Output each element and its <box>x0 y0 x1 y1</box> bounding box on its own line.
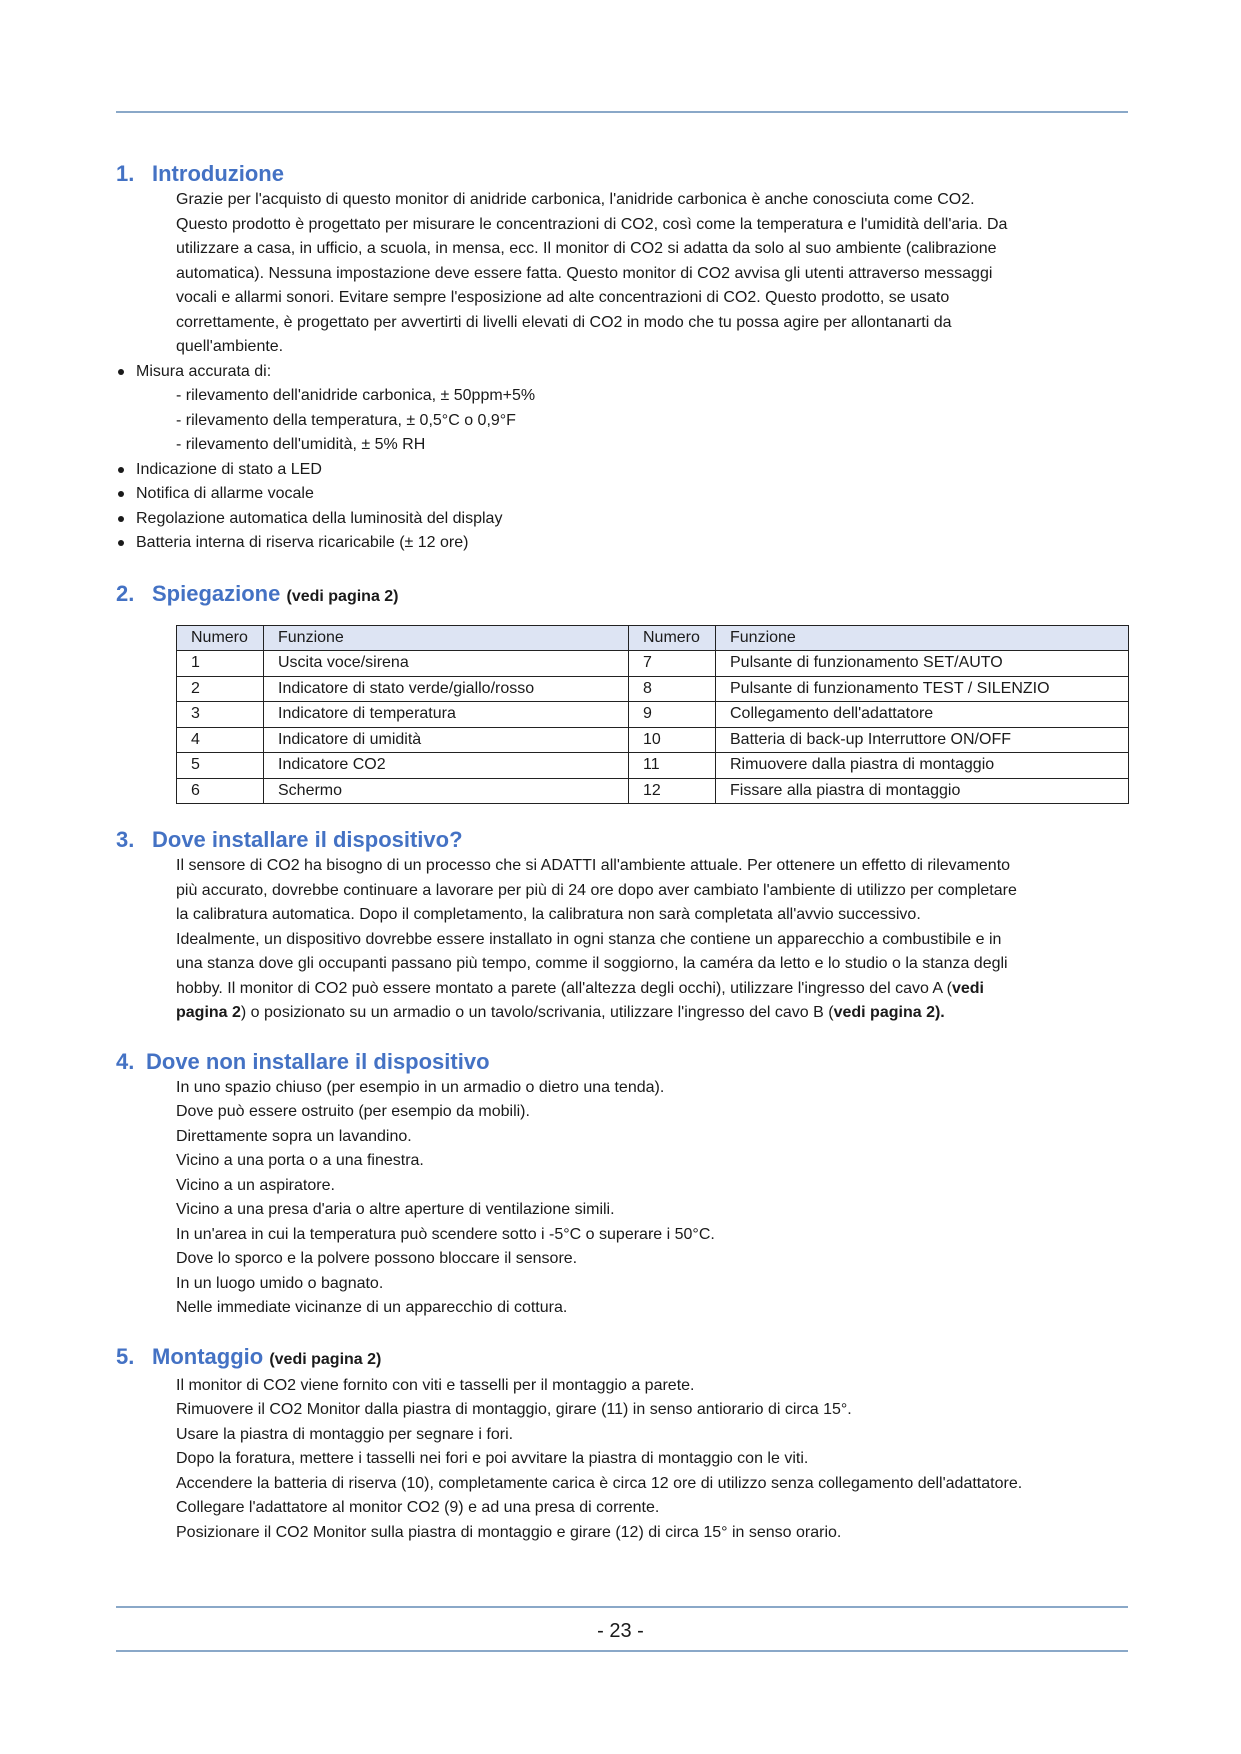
table-cell: Pulsante di funzionamento TEST / SILENZIO <box>716 676 1129 702</box>
paragraph-line: pagina 2) o posizionato su un armadio o un tavolo/scrivania, utilizzare l'ingresso del cavo B (vedi pagina 2). <box>176 1004 945 1021</box>
table-cell: Indicatore di temperatura <box>264 702 629 728</box>
bullet-item: Indicazione di stato a LED <box>116 458 1128 483</box>
list-item: Vicino a un aspiratore. <box>176 1176 335 1194</box>
bullet-item: Batteria interna di riserva ricaricabile (± 12 ore) <box>116 531 1128 556</box>
table-cell: 2 <box>177 676 264 702</box>
list-item: Il monitor di CO2 viene fornito con viti e tasselli per il montaggio a parete. <box>176 1376 695 1394</box>
header-rule <box>116 111 1128 113</box>
table-row <box>177 651 1129 677</box>
table-cell: 8 <box>629 676 716 702</box>
header-cell: Numero <box>177 625 264 651</box>
list-item: Collegare l'adattatore al monitor CO2 (9) e ad una presa di corrente. <box>176 1499 660 1516</box>
table-cell: 5 <box>177 753 264 779</box>
table-cell: Collegamento dell'adattatore <box>716 702 1129 728</box>
table-cell: 1 <box>177 651 264 677</box>
header-cell: Funzione <box>716 625 1129 651</box>
table-cell: 3 <box>177 702 264 728</box>
section-heading-montaggio: 5. Montaggio (vedi pagina 2) <box>116 1343 382 1369</box>
notwhere-list <box>116 1076 1128 1321</box>
table-row <box>177 778 1129 804</box>
table-cell: Fissare alla piastra di montaggio <box>716 778 1129 804</box>
footer-rule-top <box>116 1606 1128 1608</box>
table-row <box>177 727 1129 753</box>
section-heading-dove-installare: 3. Dove installare il dispositivo? <box>116 827 463 852</box>
dash-item: - rilevamento dell'anidride carbonica, ± 50ppm+5% <box>176 387 536 404</box>
where-paragraph <box>116 854 1128 1026</box>
table-cell: 9 <box>629 702 716 728</box>
paragraph-line: correttamente, è progettato per avvertirti di livelli elevati di CO2 in modo che tu possa agire per allontanarti da <box>176 313 952 331</box>
dash-item: - rilevamento dell'umidità, ± 5% RH <box>176 436 426 453</box>
table-cell: Uscita voce/sirena <box>264 651 629 677</box>
list-item: Rimuovere il CO2 Monitor dalla piastra di montaggio, girare (11) in senso antiorario di circa 15°. <box>176 1401 852 1418</box>
table-cell: Schermo <box>264 778 629 804</box>
list-item: Posizionare il CO2 Monitor sulla piastra di montaggio e girare (12) di circa 15° in senso orario. <box>176 1523 842 1541</box>
bullet-item: Notifica di allarme vocale <box>116 482 1128 507</box>
paragraph-line: una stanza dove gli occupanti passano più tempo, comme il soggiorno, la caméra da letto e lo studio o la stanza degli <box>176 955 1008 972</box>
section-heading-dove-non-installare: 4. Dove non installare il dispositivo <box>116 1048 490 1074</box>
table-cell: Indicatore di umidità <box>264 727 629 753</box>
footer-rule-bottom <box>116 1650 1128 1652</box>
section-heading-spiegazione: 2. Spiegazione (vedi pagina 2) <box>116 580 399 606</box>
list-item: Nelle immediate vicinanze di un apparecchio di cottura. <box>176 1299 568 1316</box>
intro-paragraph <box>116 188 1128 360</box>
paragraph-line: quell'ambiente. <box>176 338 284 355</box>
page-content <box>116 160 1128 1545</box>
function-table <box>176 625 1129 805</box>
paragraph-line: automatica). Nessuna impostazione deve essere fatta. Questo monitor di CO2 avvisa gli utenti attraverso messaggi <box>176 264 993 282</box>
table-cell: Rimuovere dalla piastra di montaggio <box>716 753 1129 779</box>
table-cell: Pulsante di funzionamento SET/AUTO <box>716 651 1129 677</box>
table-cell: 7 <box>629 651 716 677</box>
paragraph-line: utilizzare a casa, in ufficio, a scuola, in mensa, ecc. Il monitor di CO2 si adatta da solo al suo ambiente (calibrazione <box>176 240 997 257</box>
table-cell: 11 <box>629 753 716 779</box>
list-item: In un luogo umido o bagnato. <box>176 1274 384 1292</box>
list-item: Accendere la batteria di riserva (10), completamente carica è circa 12 ore di utilizzo senza collegamento dell'adattatore. <box>176 1474 1023 1492</box>
paragraph-line: più accurato, dovrebbe continuare a lavorare per più di 24 ore dopo aver cambiato l'ambiente di utilizzo per completare <box>176 881 1017 899</box>
table-row <box>177 753 1129 779</box>
paragraph-line: Grazie per l'acquisto di questo monitor di anidride carbonica, l'anidride carbonica è anche conosciuta come CO2. <box>176 191 975 208</box>
page-number: - 23 - <box>597 1620 644 1642</box>
list-item: Vicino a una presa d'aria o altre aperture di ventilazione simili. <box>176 1201 615 1218</box>
table-header-row <box>177 625 1129 651</box>
table-cell: 4 <box>177 727 264 753</box>
list-item: Vicino a una porta o a una finestra. <box>176 1152 424 1169</box>
paragraph-line: vocali e allarmi sonori. Evitare sempre l'esposizione ad alte concentrazioni di CO2. Questo prodotto, se usato <box>176 289 950 306</box>
list-item: Dopo la foratura, mettere i tasselli nei fori e poi avvitare la piastra di montaggio con le viti. <box>176 1450 809 1467</box>
list-item: Dove lo sporco e la polvere possono bloccare il sensore. <box>176 1250 578 1267</box>
paragraph-line: Idealmente, un dispositivo dovrebbe essere installato in ogni stanza che contiene un apparecchio a combustibile e in <box>176 930 1002 948</box>
table-row <box>177 676 1129 702</box>
table-cell: 10 <box>629 727 716 753</box>
table-cell: Batteria di back-up Interruttore ON/OFF <box>716 727 1129 753</box>
paragraph-line: la calibratura automatica. Dopo il completamento, la calibratura non sarà completata all'avvio successivo. <box>176 906 921 923</box>
list-item: Usare la piastra di montaggio per segnare i fori. <box>176 1425 514 1443</box>
header-cell: Numero <box>629 625 716 651</box>
table-cell: Indicatore CO2 <box>264 753 629 779</box>
section-heading-introduzione: 1. Introduzione <box>116 161 284 186</box>
table-cell: 6 <box>177 778 264 804</box>
list-item: In uno spazio chiuso (per esempio in un armadio o dietro una tenda). <box>176 1078 665 1096</box>
table-cell: 12 <box>629 778 716 804</box>
paragraph-line: hobby. Il monitor di CO2 può essere montato a parete (all'altezza degli occhi), utilizzare l'ingresso del cavo A (vedi <box>176 979 984 997</box>
mount-list <box>116 1374 1128 1546</box>
bullet-item: Misura accurata di: <box>116 360 1128 385</box>
dash-item: - rilevamento della temperatura, ± 0,5°C o 0,9°F <box>176 411 516 429</box>
paragraph-line: Questo prodotto è progettato per misurare le concentrazioni di CO2, così come la temperatura e l'umidità dell'aria. Da <box>176 215 1008 233</box>
paragraph-line: Il sensore di CO2 ha bisogno di un processo che si ADATTI all'ambiente attuale. Per ottenere un effetto di rilevamento <box>176 857 1011 874</box>
list-item: Direttamente sopra un lavandino. <box>176 1127 412 1145</box>
header-cell: Funzione <box>264 625 629 651</box>
list-item: Dove può essere ostruito (per esempio da mobili). <box>176 1103 530 1120</box>
table-row <box>177 702 1129 728</box>
list-item: In un'area in cui la temperatura può scendere sotto i -5°C o superare i 50°C. <box>176 1225 715 1243</box>
bullet-item: Regolazione automatica della luminosità del display <box>116 507 1128 532</box>
table-cell: Indicatore di stato verde/giallo/rosso <box>264 676 629 702</box>
